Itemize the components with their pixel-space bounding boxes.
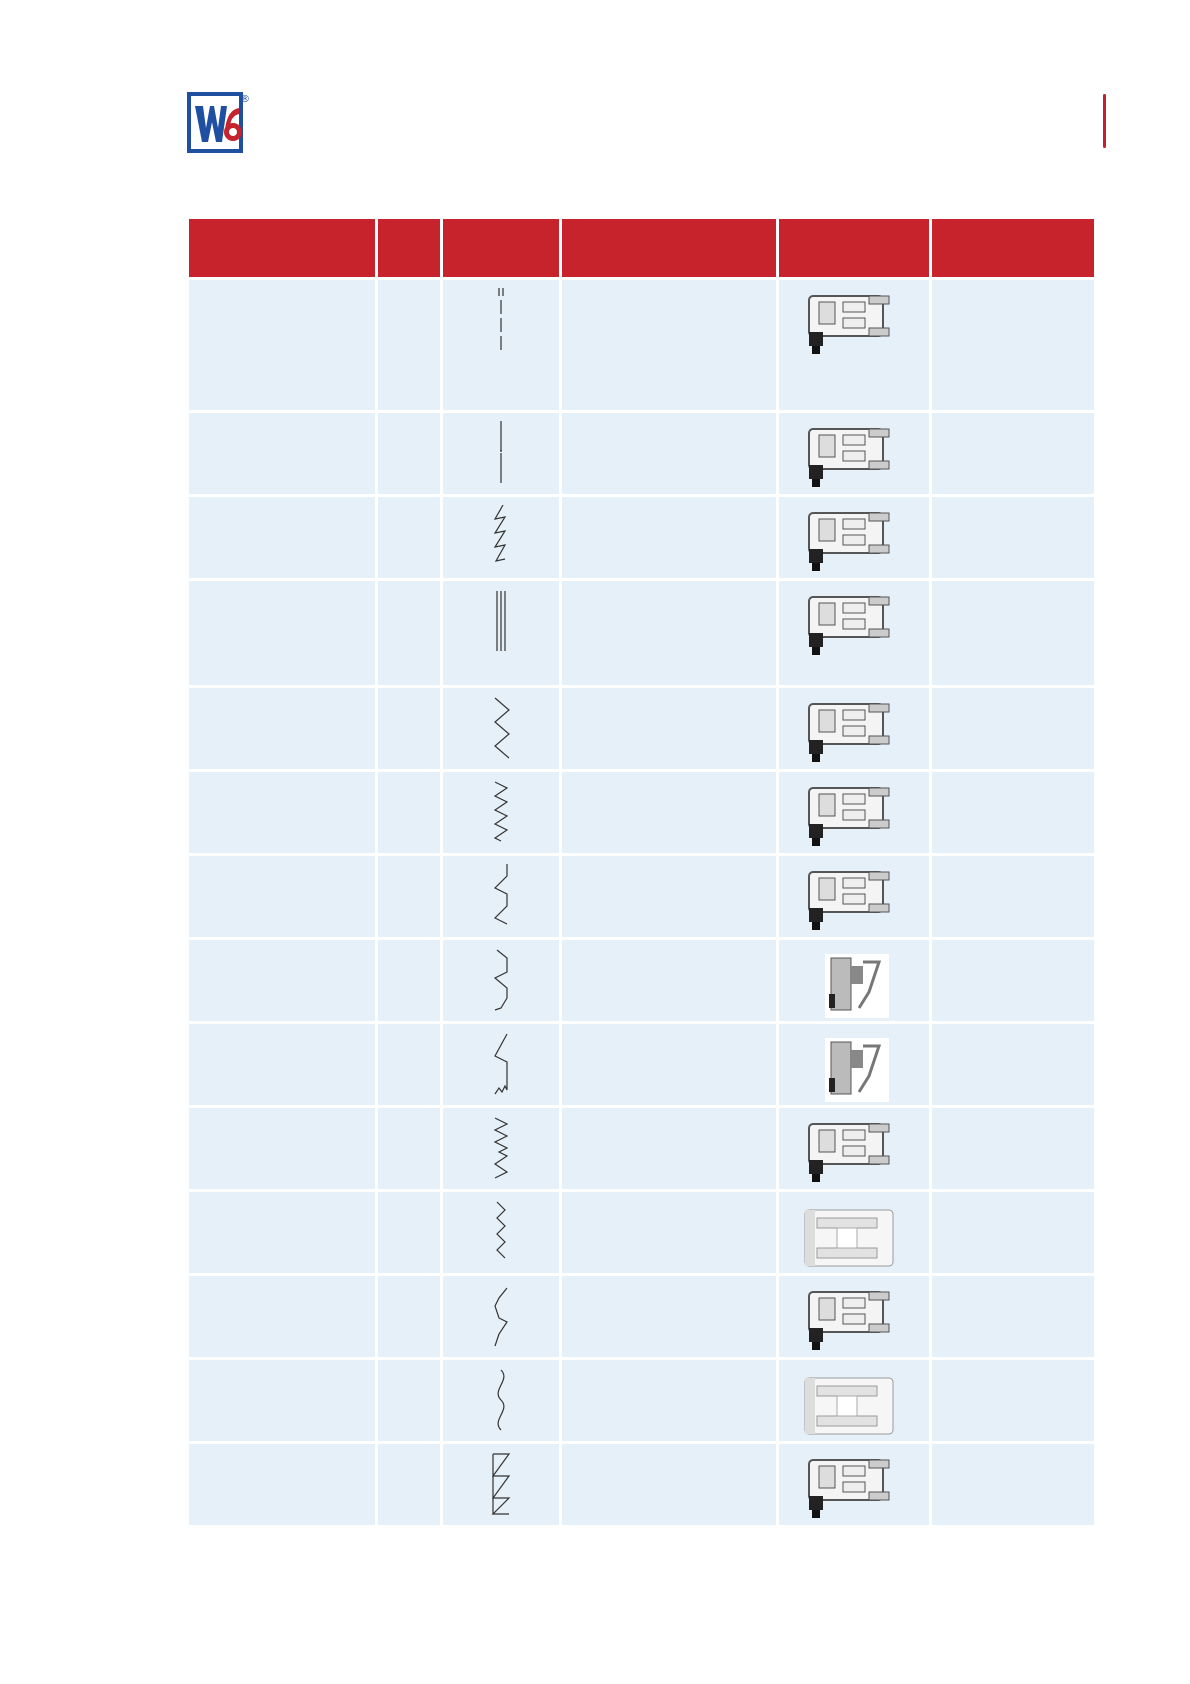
number-cell [378, 688, 440, 769]
name-cell [189, 1444, 375, 1525]
stitch-cell [443, 856, 559, 937]
stitch-cell [443, 1444, 559, 1525]
stitch-pattern-icon [487, 1276, 515, 1357]
foot-cell [779, 413, 929, 494]
name-cell [189, 1192, 375, 1273]
header-cell-5 [779, 219, 929, 277]
foot-cell [779, 1192, 929, 1273]
table-header [189, 219, 1097, 277]
name-cell [189, 856, 375, 937]
foot-cell [779, 1444, 929, 1525]
number-cell [378, 1276, 440, 1357]
stitch-pattern-icon [487, 497, 515, 578]
table-row [189, 1108, 1097, 1189]
stitch-pattern-icon [487, 1024, 515, 1105]
header-cell-1 [189, 219, 375, 277]
name-cell [189, 280, 375, 410]
header-cell-2 [378, 219, 440, 277]
application-cell [562, 1360, 776, 1441]
number-cell [378, 413, 440, 494]
stitch-cell [443, 1276, 559, 1357]
stitch-pattern-icon [487, 940, 515, 1021]
application-cell [562, 1108, 776, 1189]
application-cell [562, 1192, 776, 1273]
stitch-pattern-icon [487, 772, 515, 853]
foot-cell [779, 688, 929, 769]
foot-cell [779, 856, 929, 937]
stitch-pattern-icon [487, 413, 515, 494]
notes-cell [932, 280, 1094, 410]
stitch-table [189, 219, 1097, 1525]
foot-cell [779, 772, 929, 853]
application-cell [562, 1024, 776, 1105]
stitch-cell [443, 1192, 559, 1273]
number-cell [378, 497, 440, 578]
stitch-pattern-icon [487, 1360, 515, 1441]
table-row [189, 688, 1097, 769]
number-cell [378, 581, 440, 685]
page-edge-mark [1103, 94, 1106, 148]
stitch-pattern-icon [487, 688, 515, 769]
application-cell [562, 280, 776, 410]
notes-cell [932, 688, 1094, 769]
stitch-pattern-icon [487, 280, 515, 410]
foot-cell [779, 940, 929, 1021]
stitch-pattern-icon [487, 1108, 515, 1189]
notes-cell [932, 940, 1094, 1021]
number-cell [378, 856, 440, 937]
stitch-cell [443, 413, 559, 494]
header-cell-6 [932, 219, 1094, 277]
table-row [189, 856, 1097, 937]
header-cell-4 [562, 219, 776, 277]
stitch-pattern-icon [487, 856, 515, 937]
number-cell [378, 1444, 440, 1525]
table-row [189, 1024, 1097, 1105]
application-cell [562, 581, 776, 685]
name-cell [189, 688, 375, 769]
table-row [189, 1444, 1097, 1525]
notes-cell [932, 856, 1094, 937]
stitch-cell [443, 688, 559, 769]
notes-cell [932, 581, 1094, 685]
name-cell [189, 1024, 375, 1105]
stitch-cell [443, 940, 559, 1021]
application-cell [562, 772, 776, 853]
stitch-cell [443, 1360, 559, 1441]
number-cell [378, 1192, 440, 1273]
foot-cell [779, 1276, 929, 1357]
notes-cell [932, 1276, 1094, 1357]
foot-cell [779, 581, 929, 685]
name-cell [189, 413, 375, 494]
name-cell [189, 772, 375, 853]
application-cell [562, 856, 776, 937]
table-row [189, 581, 1097, 685]
number-cell [378, 772, 440, 853]
foot-cell [779, 1360, 929, 1441]
name-cell [189, 1108, 375, 1189]
notes-cell [932, 772, 1094, 853]
table-row [189, 497, 1097, 578]
application-cell [562, 940, 776, 1021]
name-cell [189, 497, 375, 578]
notes-cell [932, 497, 1094, 578]
foot-cell [779, 1024, 929, 1105]
stitch-cell [443, 1024, 559, 1105]
name-cell [189, 1276, 375, 1357]
application-cell [562, 413, 776, 494]
stitch-cell [443, 280, 559, 410]
stitch-cell [443, 772, 559, 853]
number-cell [378, 1108, 440, 1189]
number-cell [378, 280, 440, 410]
table-body [189, 280, 1097, 1525]
notes-cell [932, 1024, 1094, 1105]
number-cell [378, 1360, 440, 1441]
application-cell [562, 497, 776, 578]
name-cell [189, 940, 375, 1021]
application-cell [562, 1444, 776, 1525]
table-row [189, 413, 1097, 494]
w6-logo [187, 92, 250, 153]
notes-cell [932, 413, 1094, 494]
notes-cell [932, 1108, 1094, 1189]
stitch-cell [443, 581, 559, 685]
foot-cell [779, 1108, 929, 1189]
registered-mark: ® [240, 94, 250, 105]
table-row [189, 1360, 1097, 1441]
table-row [189, 1276, 1097, 1357]
header-cell-3 [443, 219, 559, 277]
notes-cell [932, 1360, 1094, 1441]
table-row [189, 940, 1097, 1021]
stitch-cell [443, 1108, 559, 1189]
number-cell [378, 940, 440, 1021]
notes-cell [932, 1192, 1094, 1273]
stitch-pattern-icon [487, 581, 515, 685]
stitch-pattern-icon [487, 1444, 515, 1525]
notes-cell [932, 1444, 1094, 1525]
stitch-cell [443, 497, 559, 578]
table-row [189, 772, 1097, 853]
name-cell [189, 581, 375, 685]
application-cell [562, 688, 776, 769]
stitch-pattern-icon [487, 1192, 515, 1273]
name-cell [189, 1360, 375, 1441]
application-cell [562, 1276, 776, 1357]
foot-cell [779, 280, 929, 410]
table-row [189, 1192, 1097, 1273]
table-row [189, 280, 1097, 410]
number-cell [378, 1024, 440, 1105]
foot-cell [779, 497, 929, 578]
